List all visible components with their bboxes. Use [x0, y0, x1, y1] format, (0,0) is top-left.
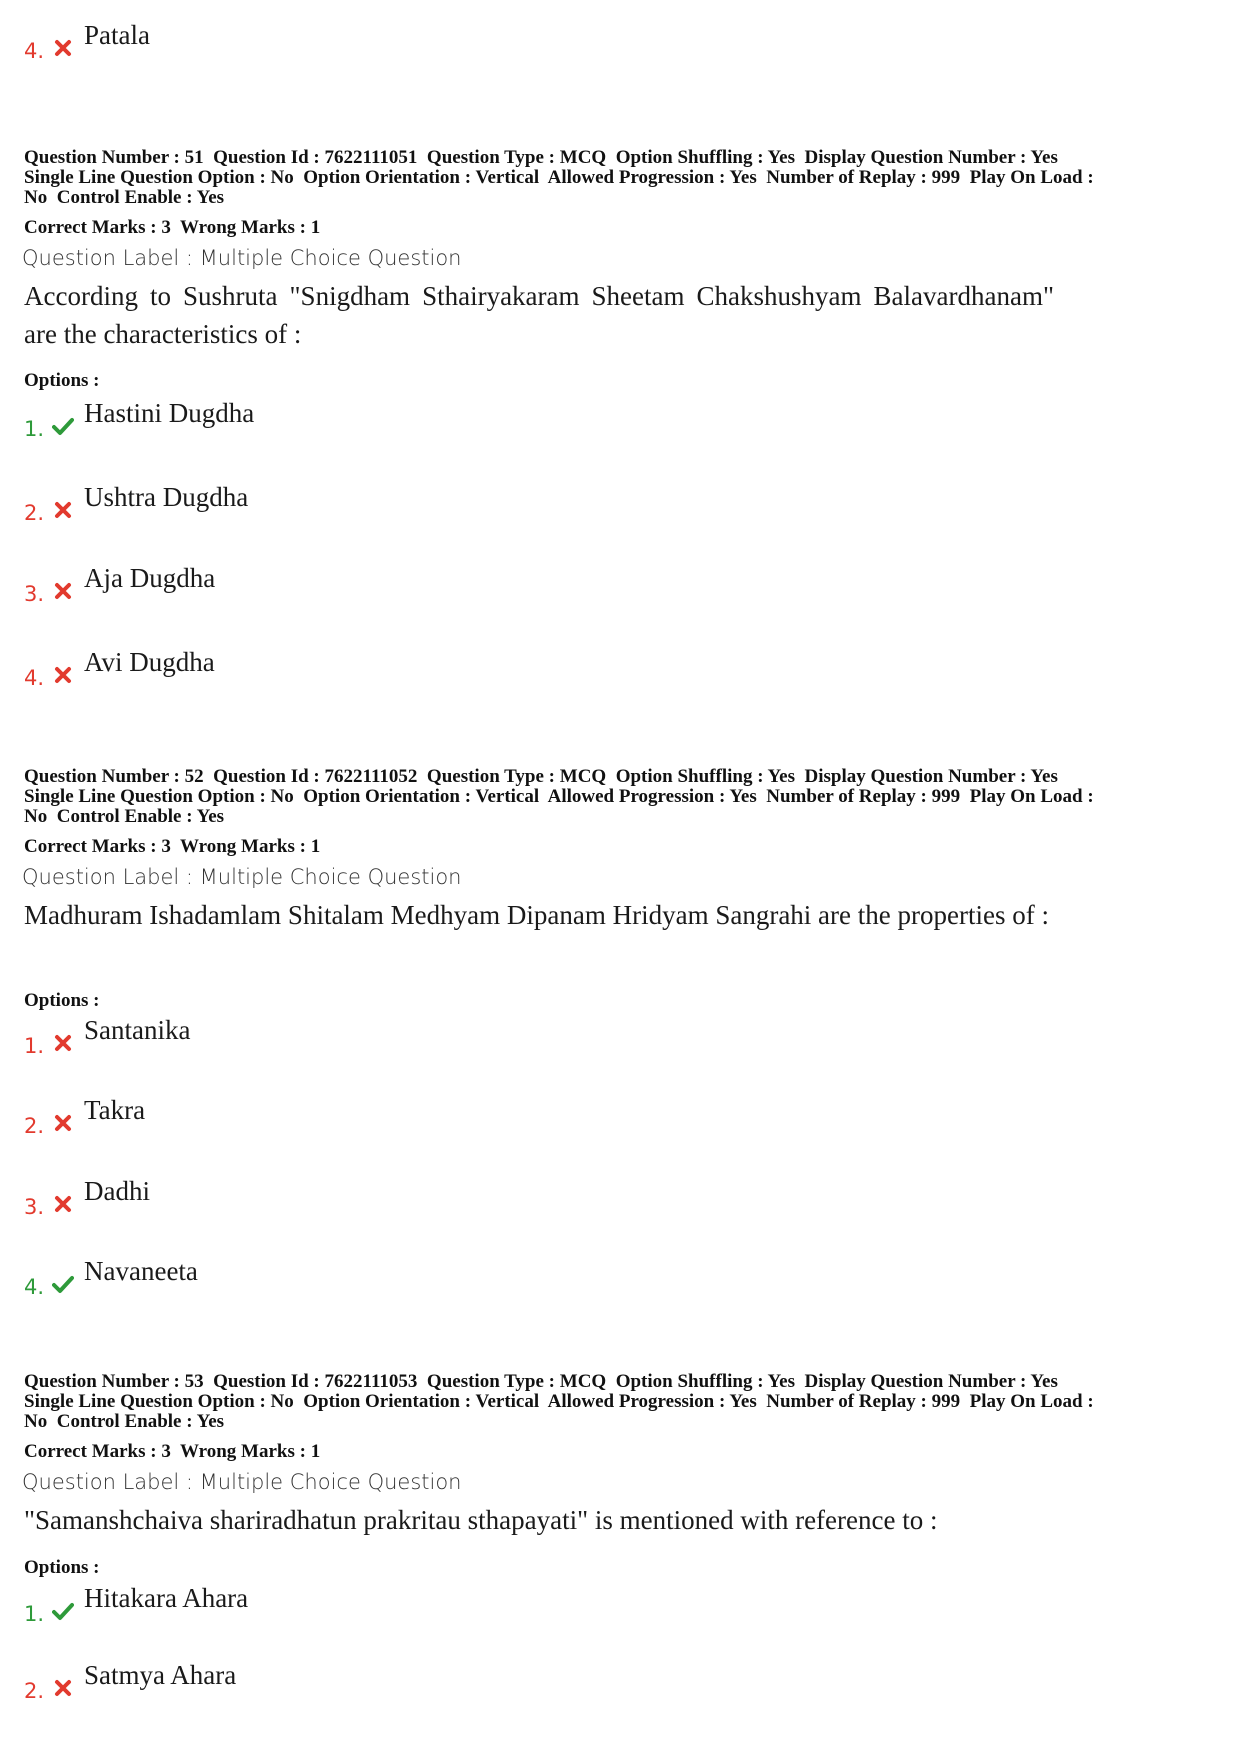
- check-icon: [52, 416, 74, 436]
- option-number: 1.: [24, 1602, 45, 1626]
- option-number: 2.: [24, 1114, 45, 1138]
- option-row: [24, 484, 1124, 524]
- option-number: 1.: [24, 417, 45, 441]
- option-row: [24, 22, 1124, 62]
- option-text: Patala: [84, 20, 150, 50]
- question-text: Madhuram Ishadamlam Shitalam Medhyam Dipanam Hridyam Sangrahi are the properties of :: [24, 900, 1049, 930]
- option-row: [24, 1585, 1124, 1625]
- question-text: According to Sushruta "Snigdham Sthairyakaram Sheetam Chakshushyam Balavardhanam" are the characteristics of :: [24, 281, 1054, 349]
- option-number: 4.: [24, 1275, 45, 1299]
- option-text: Dadhi: [84, 1176, 150, 1206]
- option-text: Aja Dugdha: [84, 563, 216, 593]
- option-text: Avi Dugdha: [84, 647, 215, 677]
- question-label: Question Label : Multiple Choice Question: [22, 246, 462, 270]
- option-number: 4.: [24, 666, 45, 690]
- option-text: Navaneeta: [84, 1256, 198, 1286]
- option-number: 3.: [24, 1195, 45, 1219]
- question-marks: Correct Marks : 3 Wrong Marks : 1: [24, 836, 321, 857]
- options-label: Options :: [24, 1557, 100, 1578]
- cross-icon: [52, 581, 74, 601]
- option-number: 1.: [24, 1034, 45, 1058]
- option-text: Satmya Ahara: [84, 1660, 237, 1690]
- option-text: Ushtra Dugdha: [84, 482, 249, 512]
- cross-icon: [52, 1033, 74, 1053]
- cross-icon: [52, 1194, 74, 1214]
- option-number: 3.: [24, 582, 45, 606]
- option-row: [24, 649, 1124, 689]
- option-text: Hastini Dugdha: [84, 398, 255, 428]
- cross-icon: [52, 665, 74, 685]
- option-text: Takra: [84, 1095, 146, 1125]
- option-row: [24, 565, 1124, 605]
- question-meta: Question Number : 53 Question Id : 7622111053 Question Type : MCQ Option Shuffling : Yes Display Question Number : Yes Single Line Question Option : No Option Orientation : Vertical Allowed Progression : Yes Number of Replay : 999 Play On Load : No Control Enable : Yes: [24, 1371, 1094, 1432]
- check-icon: [52, 1274, 74, 1294]
- option-row: [24, 400, 1124, 440]
- option-text: Santanika: [84, 1015, 191, 1045]
- question-meta: Question Number : 52 Question Id : 7622111052 Question Type : MCQ Option Shuffling : Yes Display Question Number : Yes Single Line Question Option : No Option Orientation : Vertical Allowed Progression : Yes Number of Replay : 999 Play On Load : No Control Enable : Yes: [24, 766, 1094, 827]
- question-label: Question Label : Multiple Choice Question: [22, 1470, 462, 1494]
- question-text: "Samanshchaiva shariradhatun prakritau sthapayati" is mentioned with reference to :: [24, 1505, 938, 1535]
- options-label: Options :: [24, 370, 100, 391]
- question-marks: Correct Marks : 3 Wrong Marks : 1: [24, 1441, 321, 1462]
- option-number: 2.: [24, 1679, 45, 1703]
- option-row: [24, 1017, 1124, 1057]
- cross-icon: [52, 1678, 74, 1698]
- option-row: [24, 1178, 1124, 1218]
- question-label: Question Label : Multiple Choice Question: [22, 865, 462, 889]
- question-meta: Question Number : 51 Question Id : 7622111051 Question Type : MCQ Option Shuffling : Yes Display Question Number : Yes Single Line Question Option : No Option Orientation : Vertical Allowed Progression : Yes Number of Replay : 999 Play On Load : No Control Enable : Yes: [24, 147, 1094, 208]
- options-label: Options :: [24, 990, 100, 1011]
- question-marks: Correct Marks : 3 Wrong Marks : 1: [24, 217, 321, 238]
- option-row: [24, 1097, 1124, 1137]
- option-number: 2.: [24, 501, 45, 525]
- cross-icon: [52, 500, 74, 520]
- cross-icon: [52, 38, 74, 58]
- cross-icon: [52, 1113, 74, 1133]
- option-row: [24, 1662, 1124, 1702]
- check-icon: [52, 1601, 74, 1621]
- option-text: Hitakara Ahara: [84, 1583, 249, 1613]
- option-row: [24, 1258, 1124, 1298]
- option-number: 4.: [24, 39, 45, 63]
